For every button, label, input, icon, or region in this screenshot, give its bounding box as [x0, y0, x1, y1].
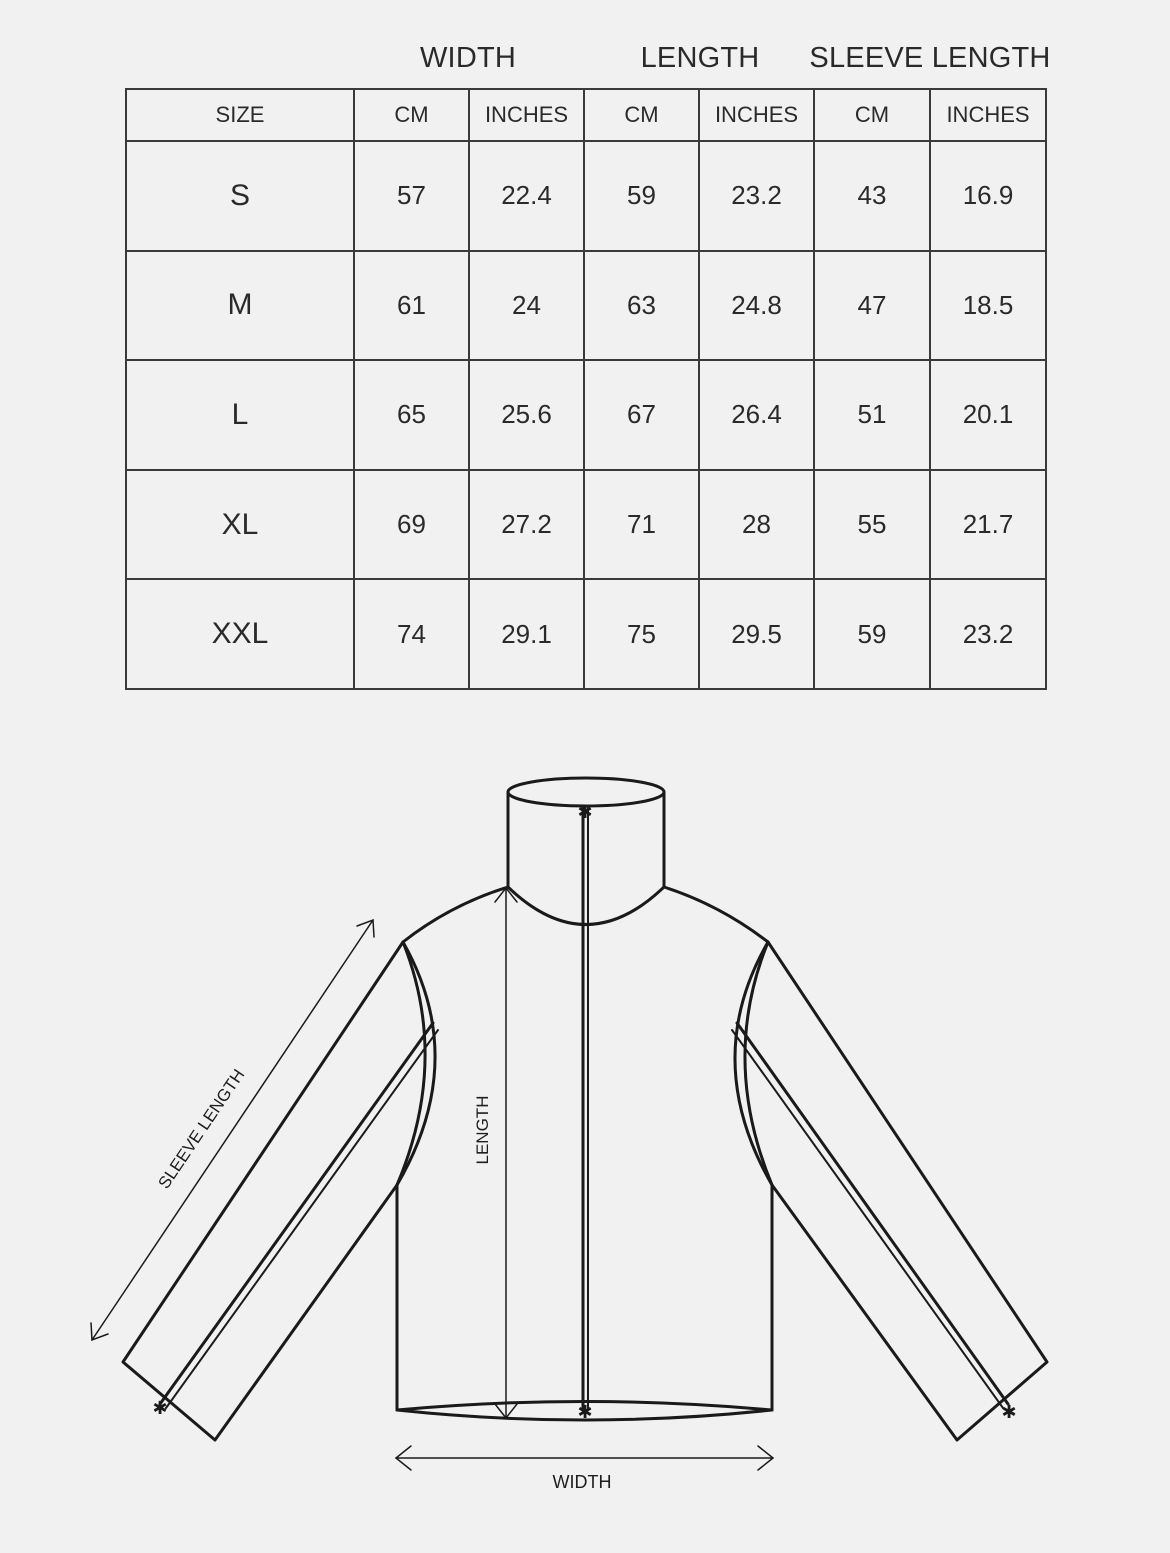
zipper-top-puller-icon: ✱ [577, 802, 593, 823]
column-header-width-cm: CM [354, 89, 469, 141]
table-cell: 55 [814, 470, 930, 580]
sleeve-length-label: SLEEVE LENGTH [154, 1065, 249, 1193]
table-cell: 57 [354, 141, 469, 251]
table-cell: 69 [354, 470, 469, 580]
table-cell: 47 [814, 251, 930, 361]
heading-sleeve-length: SLEEVE LENGTH [809, 42, 1051, 74]
size-cell: XXL [126, 579, 354, 689]
table-cell: 23.2 [699, 141, 814, 251]
width-label: WIDTH [552, 1472, 612, 1492]
size-cell: XL [126, 470, 354, 580]
column-header-width-inches: INCHES [469, 89, 584, 141]
column-header-sleeve-inches: INCHES [930, 89, 1046, 141]
table-cell: 59 [584, 141, 699, 251]
table-cell: 67 [584, 360, 699, 470]
table-cell: 26.4 [699, 360, 814, 470]
table-cell: 24 [469, 251, 584, 361]
column-header-sleeve-cm: CM [814, 89, 930, 141]
right-cuff-zipper-icon: ✱ [1001, 1402, 1017, 1423]
size-cell: M [126, 251, 354, 361]
column-header-size: SIZE [126, 89, 354, 141]
heading-width: WIDTH [419, 42, 517, 74]
right-sleeve-outline [768, 942, 1047, 1440]
table-cell: 24.8 [699, 251, 814, 361]
table-cell: 59 [814, 579, 930, 689]
table-cell: 71 [584, 470, 699, 580]
table-cell: 51 [814, 360, 930, 470]
table-cell: 21.7 [930, 470, 1046, 580]
table-cell: 20.1 [930, 360, 1046, 470]
left-sleeve-outline [123, 942, 403, 1440]
zipper-bottom-puller-icon: ✱ [577, 1402, 593, 1423]
table-cell: 74 [354, 579, 469, 689]
size-cell: S [126, 141, 354, 251]
table-cell: 65 [354, 360, 469, 470]
column-header-length-cm: CM [584, 89, 699, 141]
table-cell: 25.6 [469, 360, 584, 470]
left-cuff-zipper-icon: ✱ [152, 1398, 168, 1419]
table-cell: 27.2 [469, 470, 584, 580]
table-cell: 29.1 [469, 579, 584, 689]
table-cell: 28 [699, 470, 814, 580]
table-cell: 63 [584, 251, 699, 361]
right-sleeve-seam [737, 1023, 1008, 1404]
table-cell: 61 [354, 251, 469, 361]
table-cell: 22.4 [469, 141, 584, 251]
table-cell: 43 [814, 141, 930, 251]
heading-length: LENGTH [640, 42, 760, 74]
column-header-length-inches: INCHES [699, 89, 814, 141]
size-cell: L [126, 360, 354, 470]
left-sleeve-seam [160, 1023, 433, 1404]
table-cell: 23.2 [930, 579, 1046, 689]
table-cell: 18.5 [930, 251, 1046, 361]
table-cell: 29.5 [699, 579, 814, 689]
table-cell: 75 [584, 579, 699, 689]
length-label: LENGTH [473, 1095, 492, 1165]
table-cell: 16.9 [930, 141, 1046, 251]
